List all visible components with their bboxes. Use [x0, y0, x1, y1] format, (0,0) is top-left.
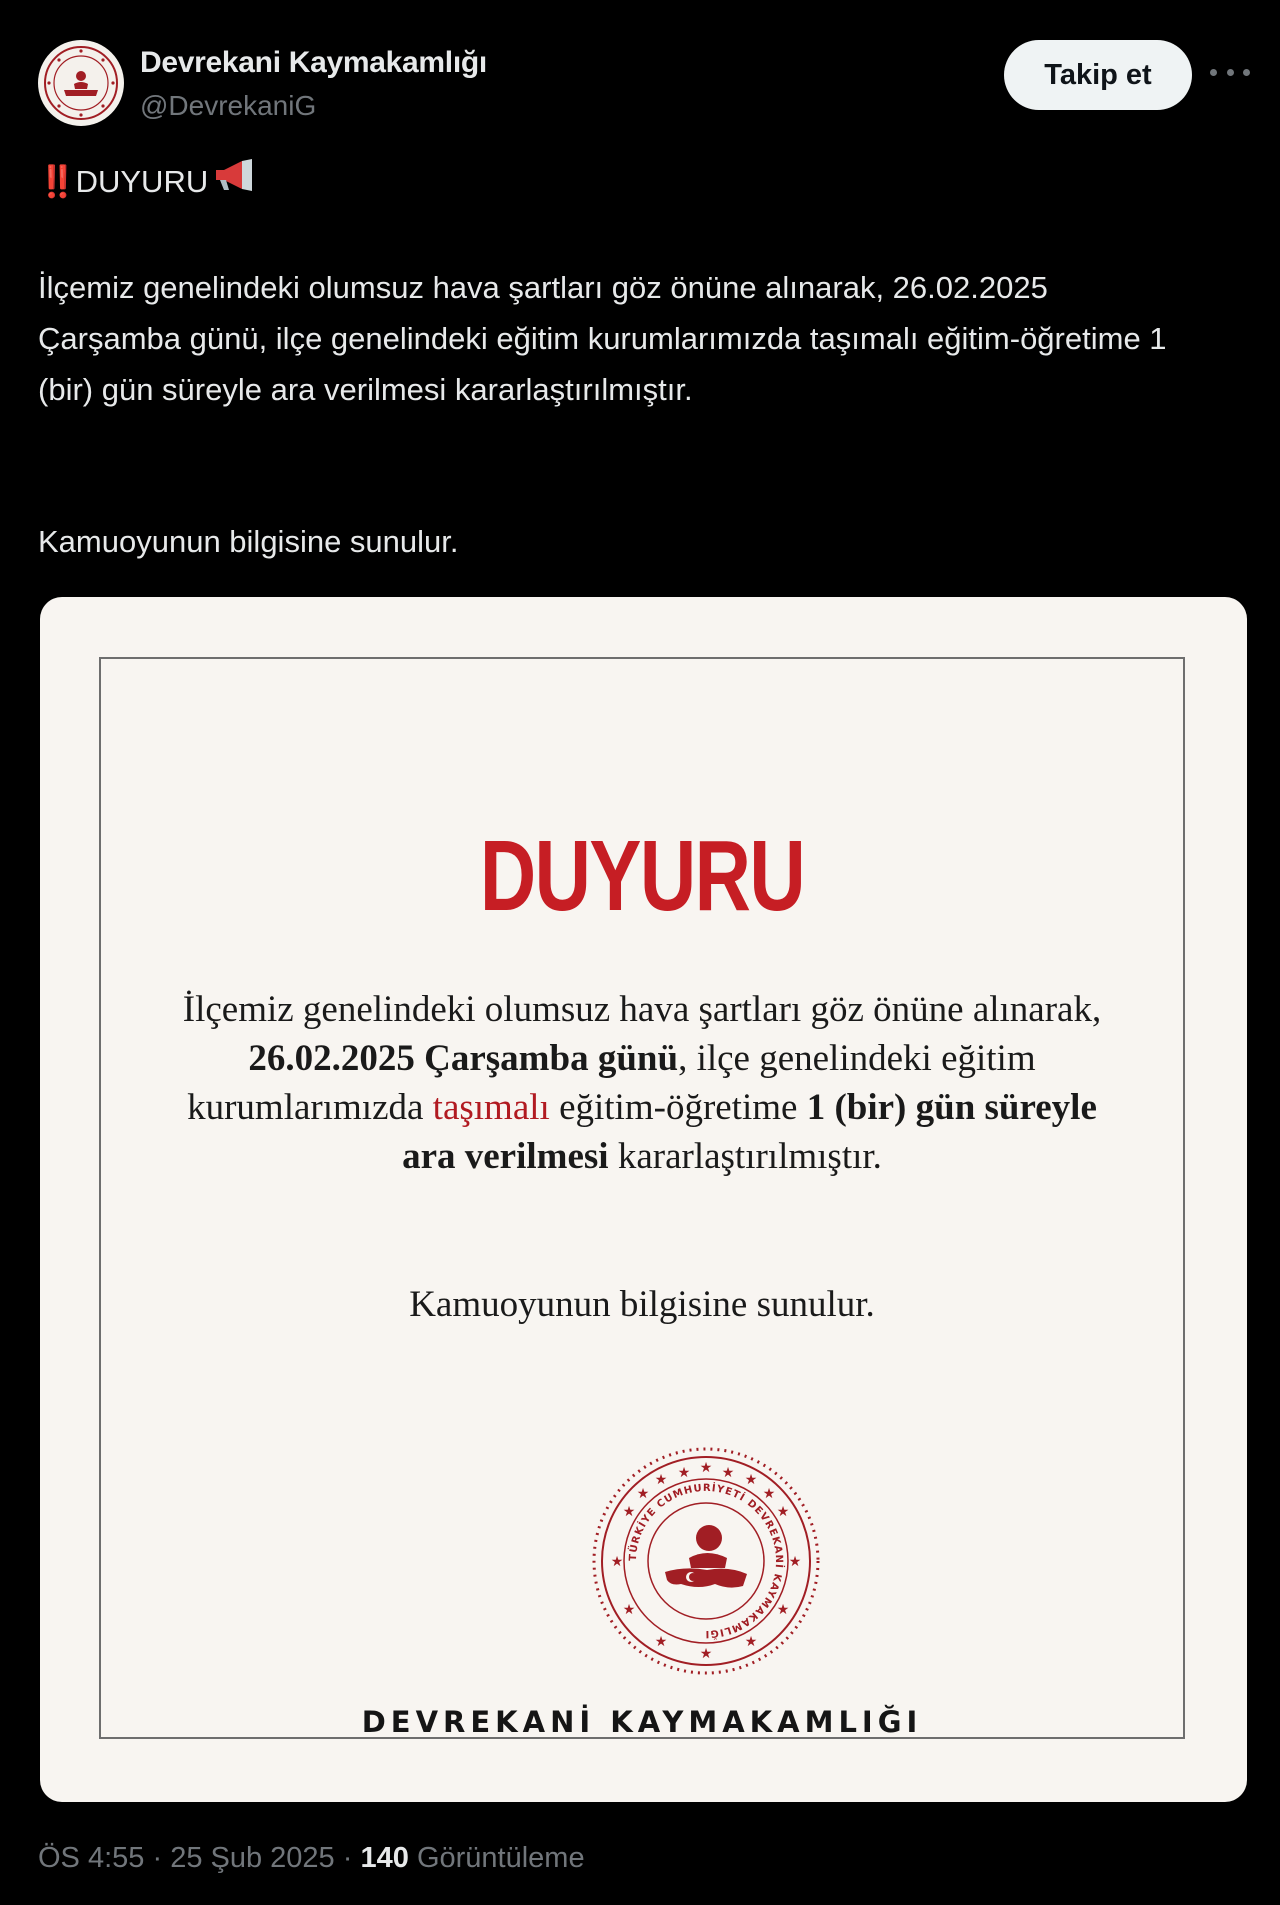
meta-separator: · [152, 1842, 163, 1874]
seal-emblem-icon [591, 1446, 821, 1676]
svg-text:★: ★ [654, 1634, 668, 1650]
svg-text:★: ★ [622, 1602, 636, 1618]
svg-text:★: ★ [699, 1460, 713, 1476]
svg-text:★: ★ [776, 1504, 790, 1520]
notice-highlight: taşımalı [432, 1087, 550, 1128]
svg-text:★: ★ [699, 1646, 713, 1662]
svg-text:★: ★ [610, 1554, 624, 1570]
svg-text:★: ★ [776, 1602, 790, 1618]
double-exclamation-icon: ‼️ [38, 164, 72, 199]
svg-text:★: ★ [744, 1472, 758, 1488]
svg-text:★: ★ [762, 1486, 776, 1502]
notice-frame [99, 657, 1185, 1739]
megaphone-icon [212, 156, 256, 207]
tweet-time[interactable]: ÖS 4:55 [38, 1842, 145, 1874]
tweet-closing: Kamuoyunun bilgisine sunulur. [38, 524, 459, 559]
svg-text:★: ★ [721, 1465, 735, 1481]
seal-logo-icon [38, 40, 124, 126]
svg-text:★: ★ [677, 1465, 691, 1481]
svg-text:★: ★ [636, 1486, 650, 1502]
notice-body [161, 985, 1123, 1181]
notice-text: eğitim-öğretime [549, 1087, 807, 1128]
notice-text: kararlaştırılmıştır. [608, 1136, 882, 1177]
notice-date: 26.02.2025 Çarşamba günü [248, 1038, 679, 1079]
tweet-body [38, 262, 1238, 415]
svg-text:TÜRKİYE CUMHURİYETİ DEVREKANİ: TÜRKİYE CUMHURİYETİ DEVREKANİ KAYMAKAMLIĞI [627, 1482, 785, 1640]
attached-image[interactable] [40, 597, 1247, 1802]
tweet-date[interactable]: 25 Şub 2025 [170, 1842, 335, 1874]
tweet-meta [38, 1842, 585, 1875]
notice-duration: 1 (bir) gün süreyle ara verilmesi [402, 1087, 1097, 1177]
meta-separator: · [342, 1842, 353, 1874]
notice-text: İlçemiz genelindeki olumsuz hava şartları göz önüne alınarak, [182, 989, 1102, 1030]
notice-closing: Kamuoyunun bilgisine sunulur. [409, 1284, 875, 1325]
svg-text:★: ★ [622, 1504, 636, 1520]
svg-text:★: ★ [788, 1554, 802, 1570]
views-label: Görüntüleme [416, 1842, 585, 1874]
notice-title: DUYURU [479, 820, 805, 932]
display-name[interactable]: Devrekani Kaymakamlığı [140, 46, 487, 79]
signature: DEVREKANİ KAYMAKAMLIĞI [361, 1705, 923, 1739]
user-handle[interactable]: @DevrekaniG [140, 90, 317, 121]
tweet-headline-text: DUYURU [75, 164, 209, 199]
notice-text: , ilçe genelindeki eğitim kurumlarımızda [187, 1038, 1036, 1128]
follow-button[interactable]: Takip et [1004, 40, 1192, 110]
tweet-body-text: İlçemiz genelindeki olumsuz hava şartları göz önüne alınarak, 26.02.2025 Çarşamba günü, ilçe genelindeki eğitim kurumlarımızda taşımalı eğitim-öğretime 1 (bir) gün süreyle ara verilmesi kararlaştırılmıştır. [38, 270, 1167, 407]
more-dots-icon[interactable] [1210, 52, 1250, 92]
avatar[interactable] [38, 40, 124, 126]
seal-logo [591, 1446, 821, 1676]
svg-text:★: ★ [744, 1634, 758, 1650]
svg-text:★: ★ [654, 1472, 668, 1488]
views-count: 140 [360, 1842, 409, 1874]
tweet-headline [38, 156, 1238, 207]
